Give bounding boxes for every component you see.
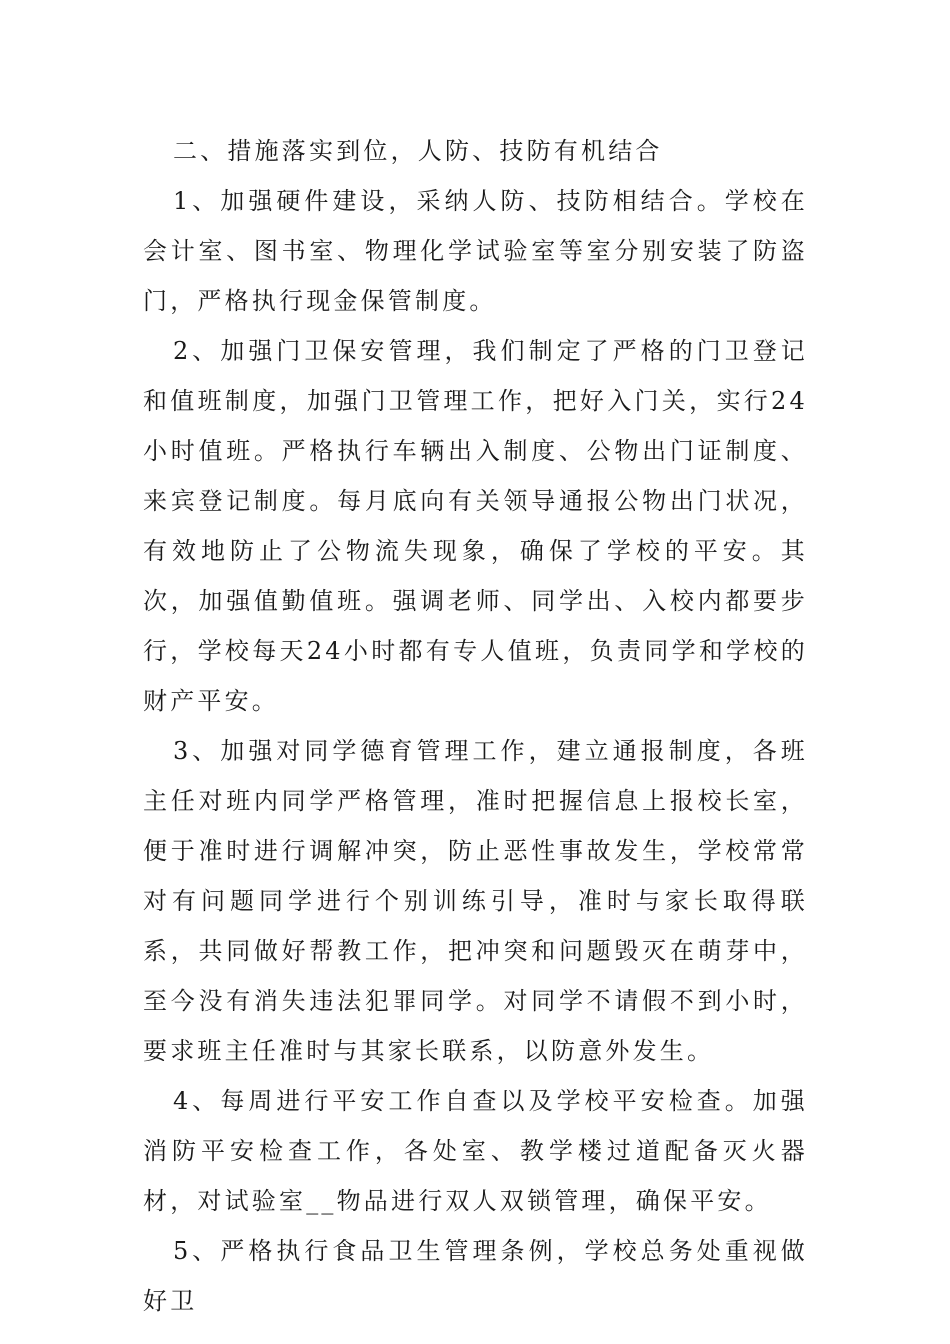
document-body [143,126,808,1326]
paragraph-3-moral-education: 3、加强对同学德育管理工作，建立通报制度，各班主任对班内同学严格管理，准时把握信息上报校长室，便于准时进行调解冲突，防止恶性事故发生，学校常常对有问题同学进行个别训练引导，准时与家长取得联系，共同做好帮教工作，把冲突和问题毁灭在萌芽中，至今没有消失违法犯罪同学。对同学不请假不到小时，要求班主任准时与其家长联系，以防意外发生。 [143,737,808,1065]
paragraph-1-hardware: 1、加强硬件建设，采纳人防、技防相结合。学校在会计室、图书室、物理化学试验室等室分别安装了防盗门，严格执行现金保管制度。 [143,187,808,315]
paragraph-2-gate-security: 2、加强门卫保安管理，我们制定了严格的门卫登记和值班制度，加强门卫管理工作，把好入门关，实行24小时值班。严格执行车辆出入制度、公物出门证制度、来宾登记制度。每月底向有关领导通报公物出门状况，有效地防止了公物流失现象，确保了学校的平安。其次，加强值勤值班。强调老师、同学出、入校内都要步行，学校每天24小时都有专人值班，负责同学和学校的财产平安。 [143,337,808,715]
section-heading: 二、措施落实到位，人防、技防有机结合 [173,137,663,165]
paragraph-5-food-hygiene: 5、严格执行食品卫生管理条例，学校总务处重视做好卫 [143,1237,808,1315]
paragraph-4-safety-inspection: 4、每周进行平安工作自查以及学校平安检查。加强消防平安检查工作，各处室、教学楼过道配备灭火器材，对试验室__物品进行双人双锁管理，确保平安。 [143,1087,808,1215]
